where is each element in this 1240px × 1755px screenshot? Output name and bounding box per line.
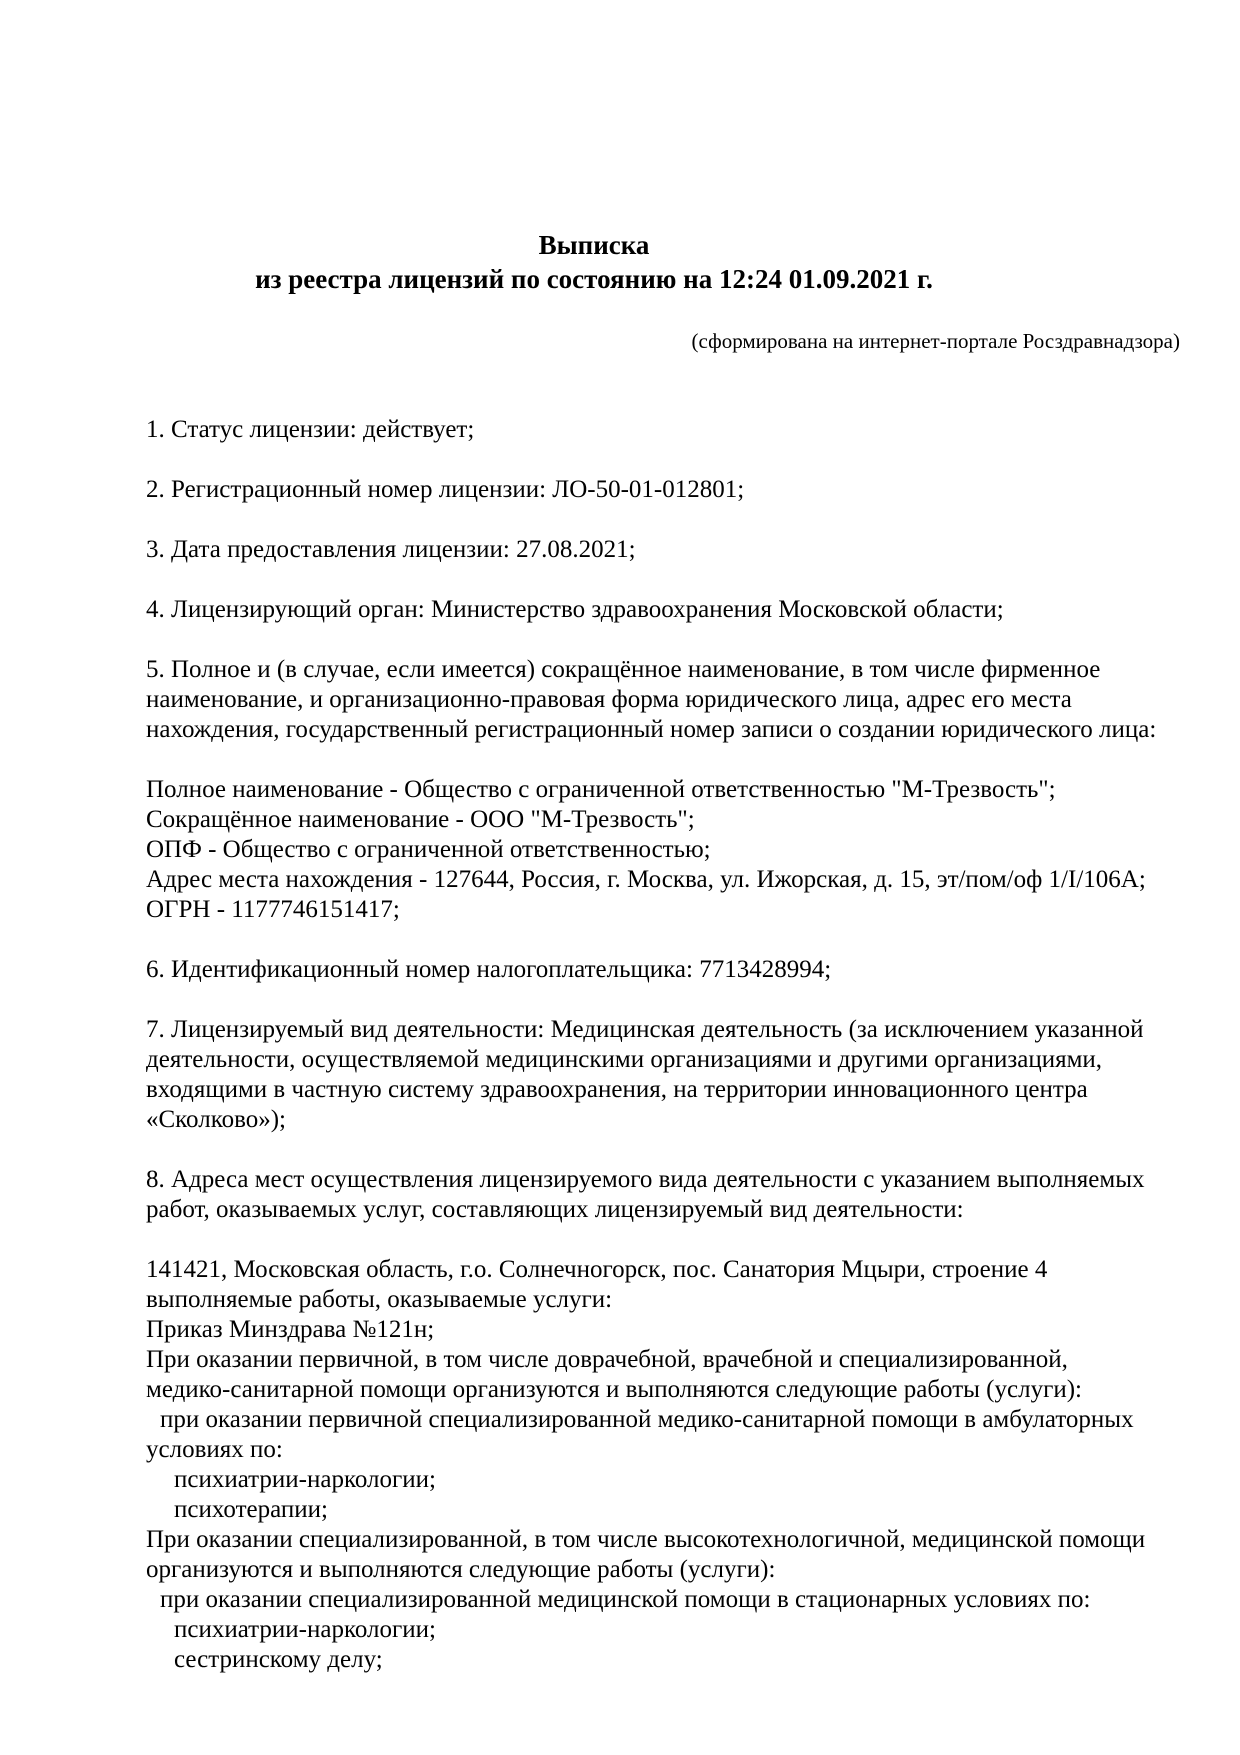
blank-line: [146, 1225, 1196, 1255]
document-line: 4. Лицензирующий орган: Министерство здравоохранения Московской области;: [146, 596, 1004, 623]
document-line: «Сколково»);: [146, 1106, 286, 1133]
document-line: 3. Дата предоставления лицензии: 27.08.2021;: [146, 536, 636, 563]
document-line: при оказании первичной специализированной медико-санитарной помощи в амбулаторных: [160, 1406, 1134, 1433]
document-line: психиатрии-наркологии;: [174, 1466, 436, 1493]
blank-line: [146, 925, 1196, 955]
document-line: выполняемые работы, оказываемые услуги:: [146, 1286, 613, 1313]
document-line: 2. Регистрационный номер лицензии: ЛО-50-01-012801;: [146, 476, 745, 503]
document-title: [146, 228, 1042, 296]
document-line: При оказании первичной, в том числе доврачебной, врачебной и специализированной,: [146, 1346, 1068, 1373]
document-line: 141421, Московская область, г.о. Солнечногорск, пос. Санатория Мцыри, строение 4: [146, 1256, 1048, 1283]
document-line: нахождения, государственный регистрационный номер записи о создании юридического лица:: [146, 716, 1157, 743]
document-line: медико-санитарной помощи организуются и выполняются следующие работы (услуги):: [146, 1376, 1082, 1403]
document-line: ОГРН - 1177746151417;: [146, 896, 400, 923]
blank-line: [146, 505, 1196, 535]
document-line: 7. Лицензируемый вид деятельности: Медицинская деятельность (за исключением указанной: [146, 1016, 1144, 1043]
blank-line: [146, 745, 1196, 775]
document-line: организуются и выполняются следующие работы (услуги):: [146, 1556, 776, 1583]
document-line: Приказ Минздрава №121н;: [146, 1316, 435, 1343]
document-line: при оказании специализированной медицинской помощи в стационарных условиях по:: [160, 1586, 1091, 1613]
document-line: 1. Статус лицензии: действует;: [146, 416, 475, 443]
document-body: [146, 415, 1196, 1675]
blank-line: [146, 565, 1196, 595]
document-subtitle: (сформирована на интернет-портале Росздравнадзора): [691, 329, 1180, 353]
blank-line: [146, 985, 1196, 1015]
blank-line: [146, 625, 1196, 655]
document-title-line2: из реестра лицензий по состоянию на 12:24 01.09.2021 г.: [255, 264, 933, 294]
document-line: деятельности, осуществляемой медицинскими организациями и другими организациями,: [146, 1046, 1103, 1073]
document-line: психиатрии-наркологии;: [174, 1616, 436, 1643]
document-line: входящими в частную систему здравоохранения, на территории инновационного центра: [146, 1076, 1088, 1103]
document-line: работ, оказываемых услуг, составляющих лицензируемый вид деятельности:: [146, 1196, 964, 1223]
document-line: условиях по:: [146, 1436, 283, 1463]
document-line: Полное наименование - Общество с ограниченной ответственностью "М-Трезвость";: [146, 776, 1056, 803]
document-line: ОПФ - Общество с ограниченной ответственностью;: [146, 836, 711, 863]
blank-line: [146, 1135, 1196, 1165]
document-line: сестринскому делу;: [174, 1646, 383, 1673]
document-line: наименование, и организационно-правовая форма юридического лица, адрес его места: [146, 686, 1072, 713]
document-line: При оказании специализированной, в том числе высокотехнологичной, медицинской помощи: [146, 1526, 1146, 1553]
document-line: Адрес места нахождения - 127644, Россия, г. Москва, ул. Ижорская, д. 15, эт/пом/оф 1/I/106А;: [146, 866, 1146, 893]
document-line: 5. Полное и (в случае, если имеется) сокращённое наименование, в том числе фирменное: [146, 656, 1101, 683]
document-line: 6. Идентификационный номер налогоплательщика: 7713428994;: [146, 956, 832, 983]
blank-line: [146, 445, 1196, 475]
document-line: Сокращённое наименование - ООО "М-Трезвость";: [146, 806, 695, 833]
document-line: психотерапии;: [174, 1496, 328, 1523]
document-title-line1: Выписка: [538, 230, 650, 260]
document-line: 8. Адреса мест осуществления лицензируемого вида деятельности с указанием выполняемых: [146, 1166, 1145, 1193]
